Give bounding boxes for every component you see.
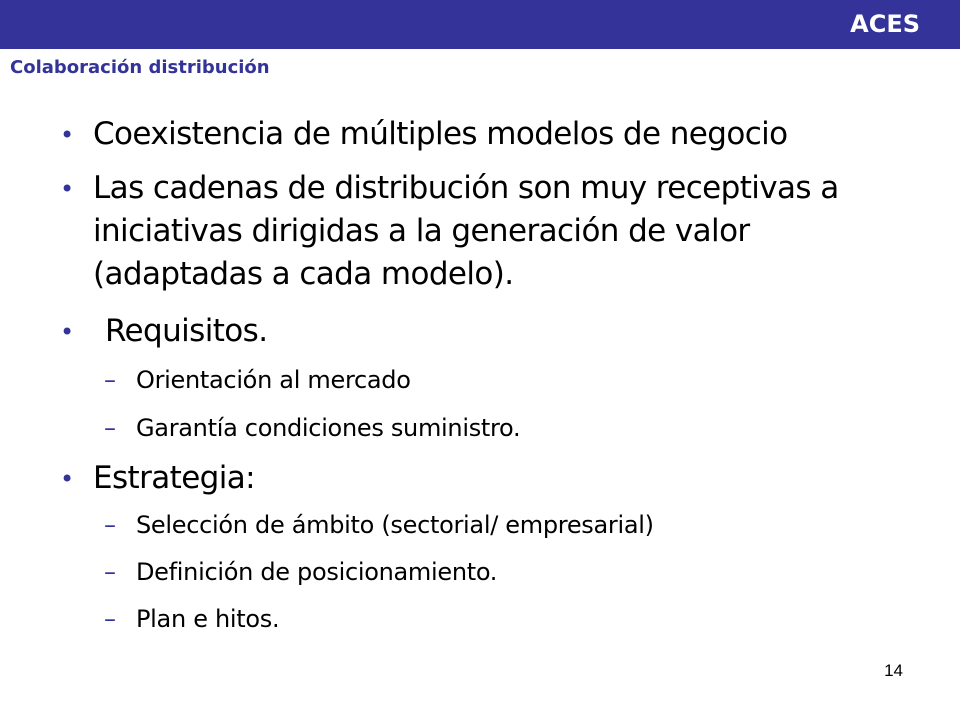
bullet-item [60,167,850,296]
dash-icon: – [104,605,116,633]
page-number: 14 [884,661,903,680]
sub-bullet-item [104,363,944,397]
bullet-text: Requisitos. [105,313,268,349]
brand-label: ACES [850,10,920,38]
bullet-item [60,457,900,500]
bullet-icon: • [60,121,74,149]
sub-bullet-item [104,508,944,542]
bullet-text: Coexistencia de múltiples modelos de negocio [93,116,788,152]
bullet-item [60,310,900,353]
bullet-text: Las cadenas de distribución son muy receptivas a iniciativas dirigidas a la generación de valor (adaptadas a cada modelo). [93,170,839,292]
sub-bullet-text: Definición de posicionamiento. [136,558,498,586]
sub-bullet-item [104,411,944,445]
sub-bullet-item [104,602,944,636]
sub-bullet-text: Orientación al mercado [136,366,411,394]
section-title: Colaboración distribución [10,57,270,78]
dash-icon: – [104,414,116,442]
bullet-icon: • [60,175,74,203]
bullet-text: Estrategia: [93,460,255,496]
sub-bullet-text: Garantía condiciones suministro. [136,414,521,442]
bullet-icon: • [60,318,74,346]
bullet-icon: • [60,465,74,493]
sub-bullet-item [104,555,944,589]
dash-icon: – [104,366,116,394]
sub-bullet-text: Plan e hitos. [136,605,280,633]
bullet-item [60,113,900,156]
sub-bullet-text: Selección de ámbito (sectorial/ empresarial) [136,511,654,539]
dash-icon: – [104,558,116,586]
dash-icon: – [104,511,116,539]
